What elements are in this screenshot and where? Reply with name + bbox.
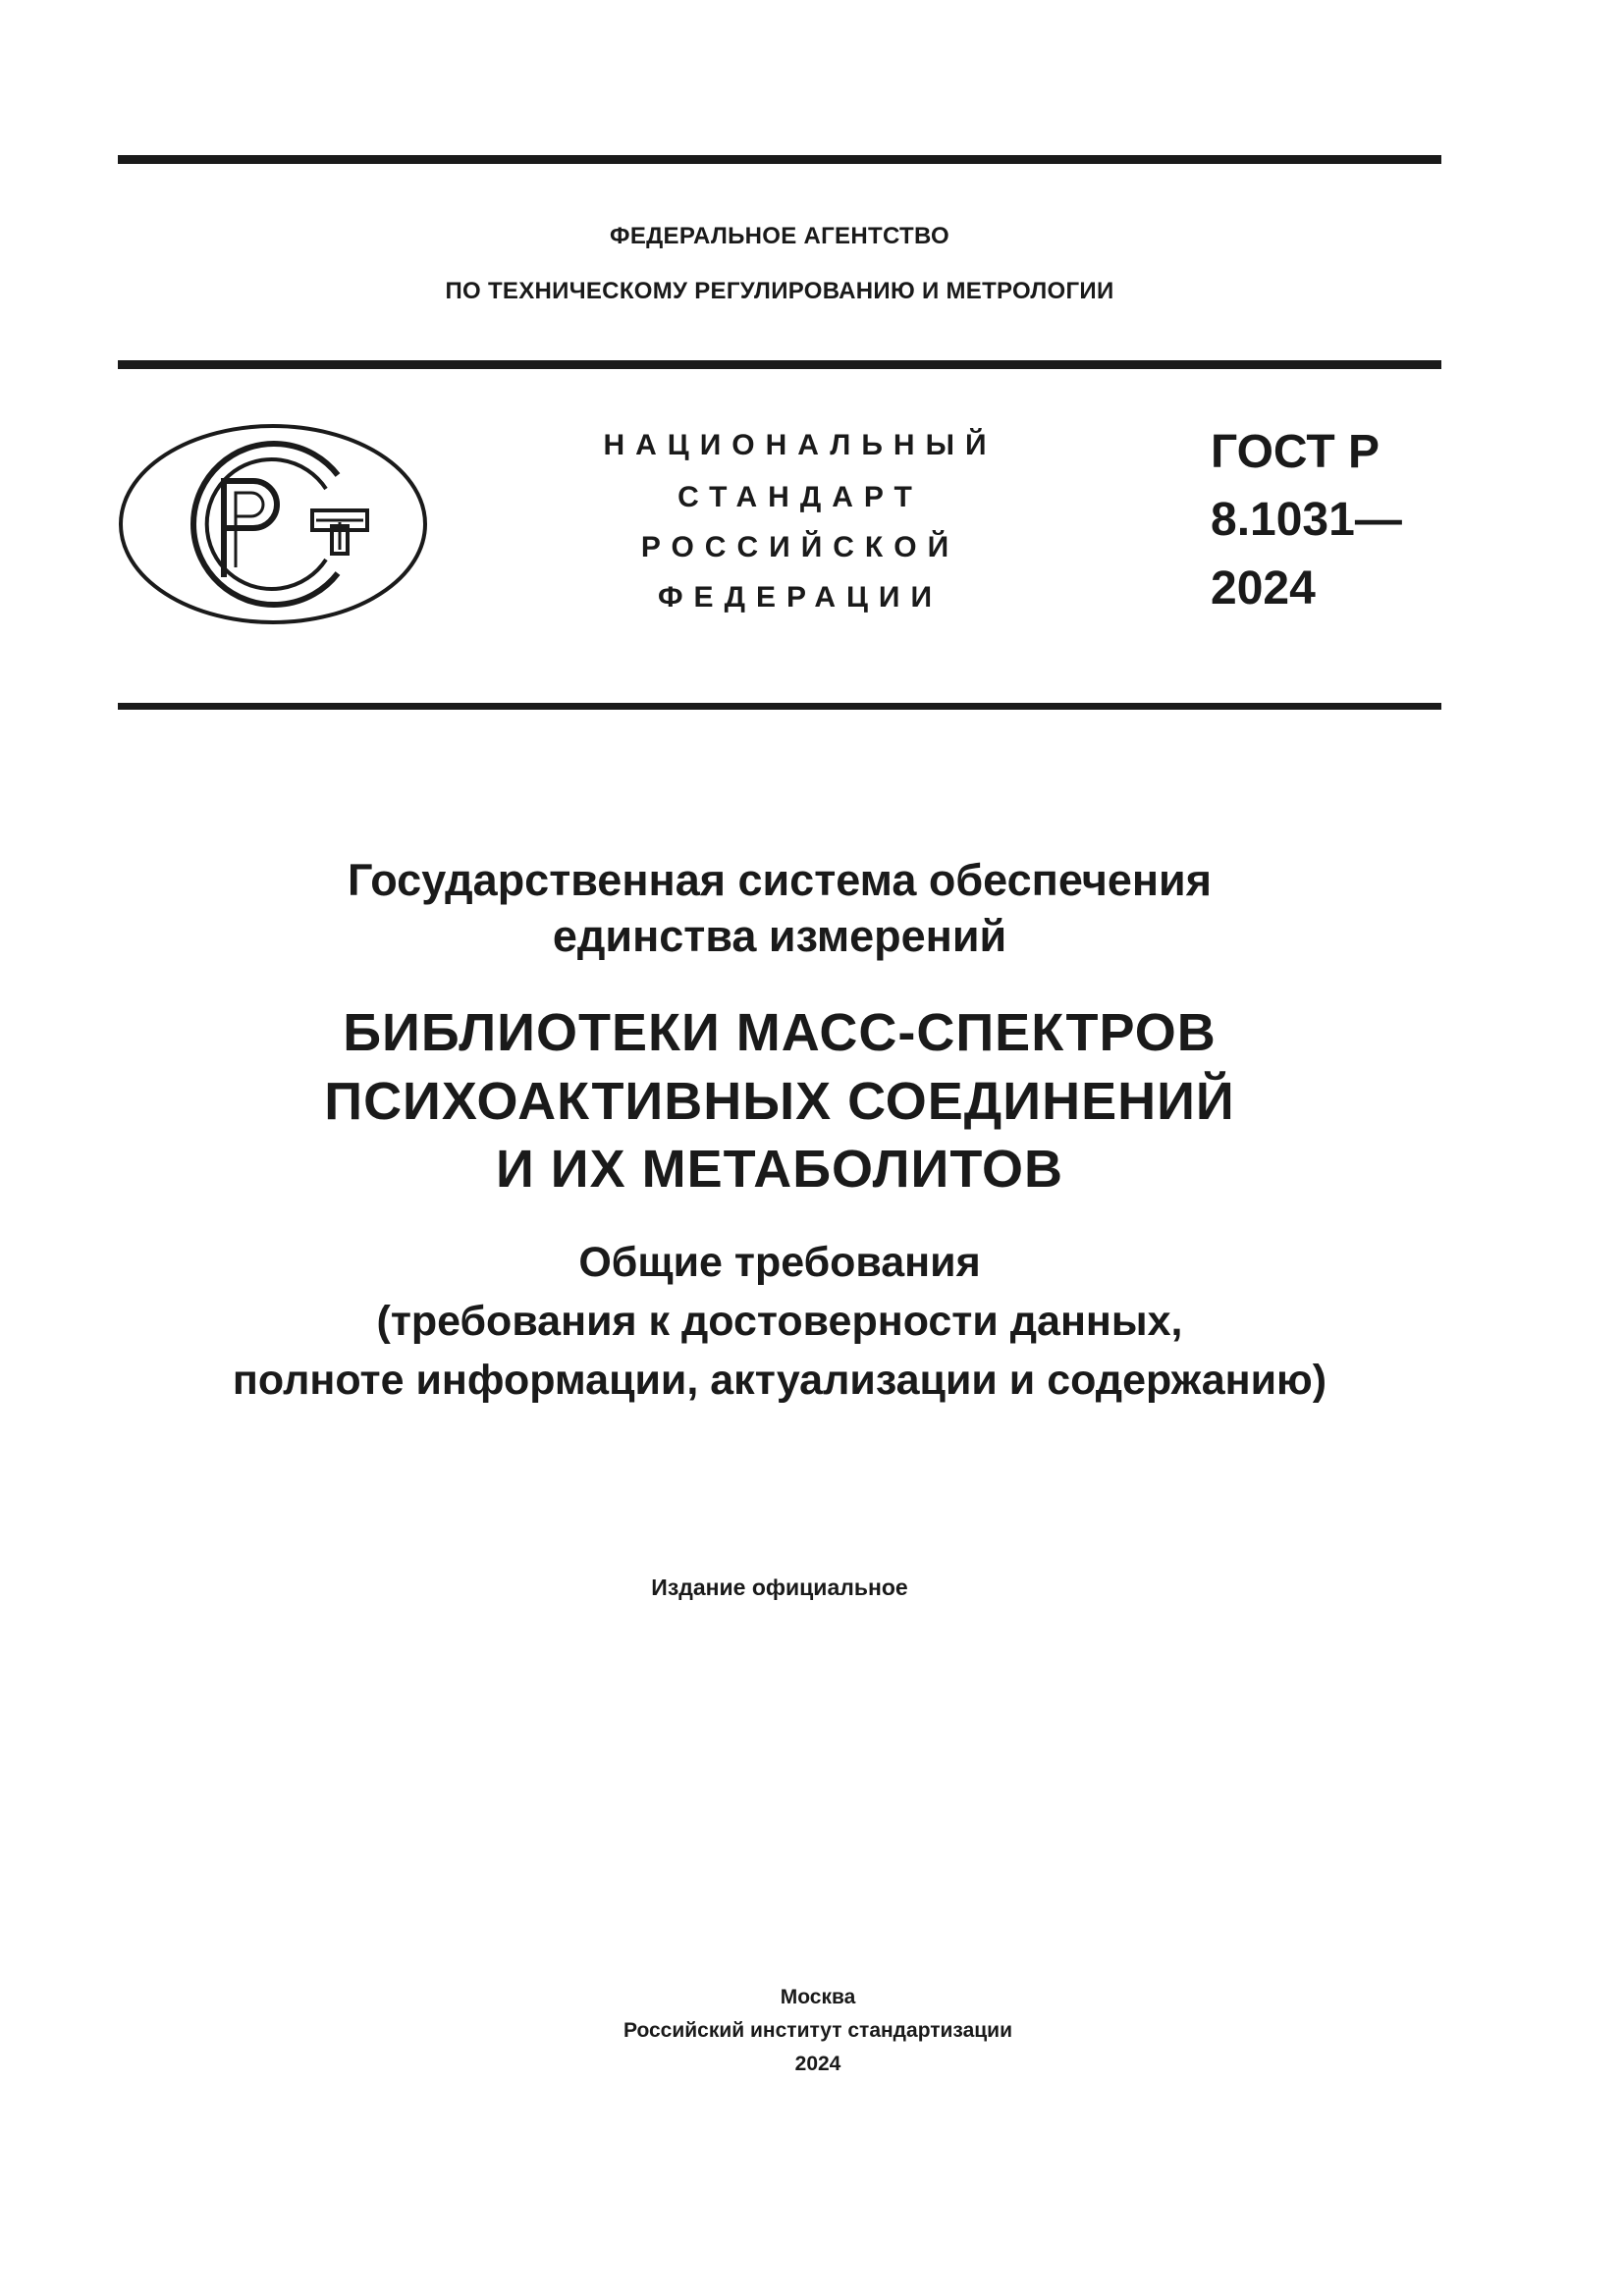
designation-line-3: 2024: [1211, 562, 1316, 614]
title-rule: [118, 703, 1441, 710]
subtitle-line-3: полноте информации, актуализации и содержанию): [232, 1357, 1327, 1404]
main-title-line-3: И ИХ МЕТАБОЛИТОВ: [495, 1140, 1064, 1199]
subtitle-line-1: Общие требования: [578, 1239, 981, 1286]
subtitle-line-2: (требования к достоверности данных,: [376, 1298, 1183, 1345]
imprint-year: 2024: [794, 2053, 841, 2075]
standard-type-line-4: ФЕДЕРАЦИИ: [657, 581, 944, 614]
header-rule: [118, 360, 1441, 369]
agency-name-line-1: ФЕДЕРАЛЬНОЕ АГЕНТСТВО: [610, 223, 949, 249]
designation-line-1: ГОСТ Р: [1211, 426, 1380, 478]
agency-name-line-2: ПО ТЕХНИЧЕСКОМУ РЕГУЛИРОВАНИЮ И МЕТРОЛОГИИ: [445, 278, 1114, 304]
top-rule: [118, 155, 1441, 164]
edition-note: Издание официальное: [651, 1575, 908, 1600]
main-title-line-2: ПСИХОАКТИВНЫХ СОЕДИНЕНИЙ: [324, 1072, 1235, 1131]
system-title-line-1: Государственная система обеспечения: [348, 855, 1212, 905]
main-title-line-1: БИБЛИОТЕКИ МАСС-СПЕКТРОВ: [343, 1003, 1217, 1062]
standard-type-line-1: НАЦИОНАЛЬНЫЙ: [603, 429, 998, 461]
imprint-publisher: Российский институт стандартизации: [623, 2019, 1013, 2042]
standard-type-line-3: РОССИЙСКОЙ: [640, 531, 960, 563]
imprint-city: Москва: [780, 1986, 856, 2008]
system-title-line-2: единства измерений: [552, 911, 1007, 961]
designation-line-2: 8.1031—: [1211, 494, 1402, 546]
standard-type-line-2: СТАНДАРТ: [677, 481, 923, 513]
rst-certification-mark-icon: [116, 420, 430, 628]
